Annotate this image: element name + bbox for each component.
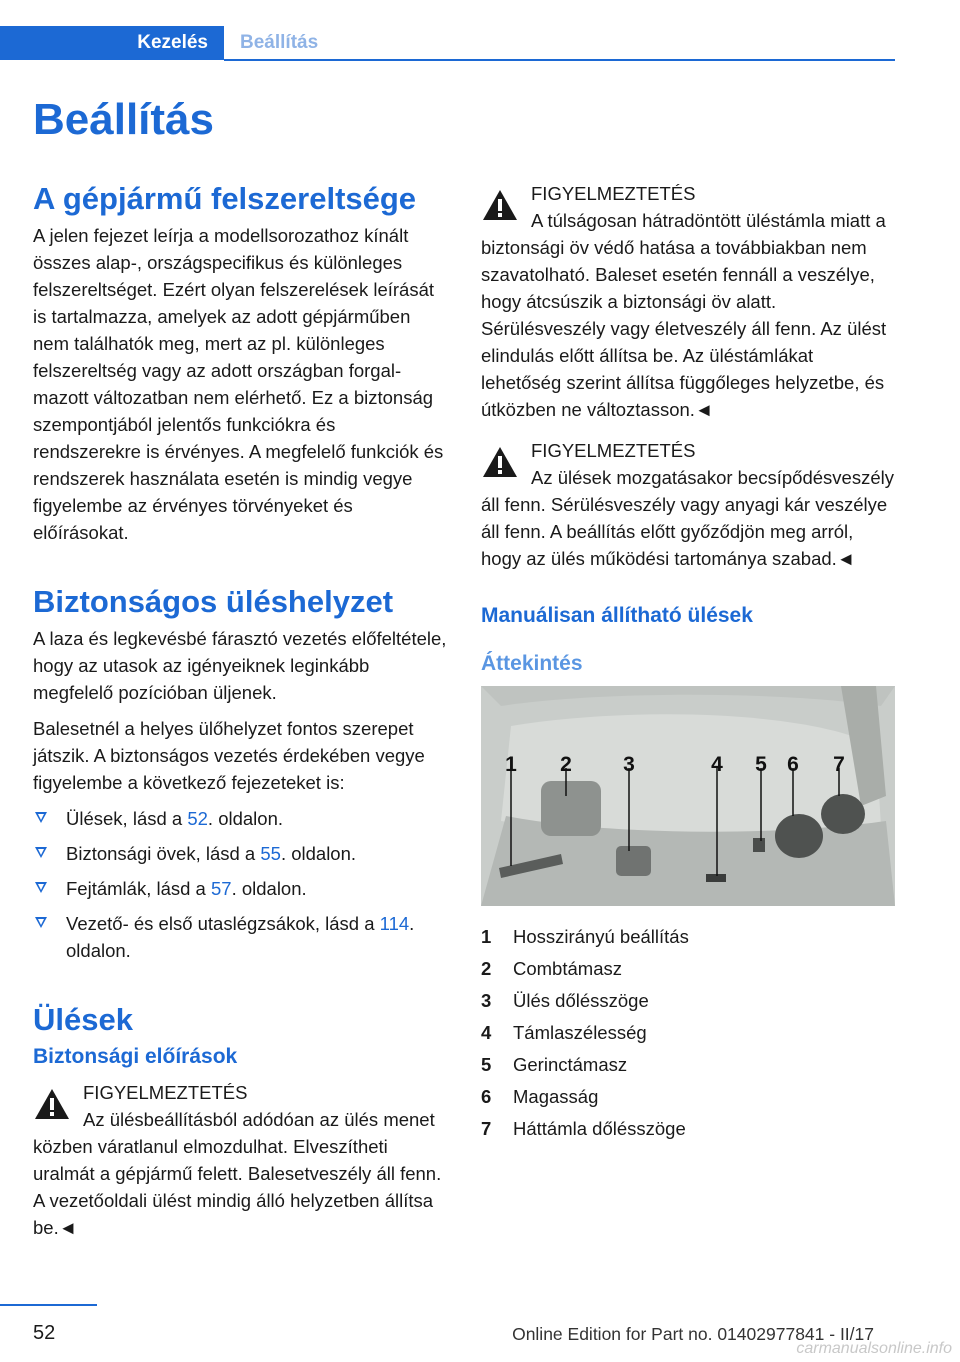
subheading-overview: Áttekintés: [481, 652, 583, 675]
warning-title: FIGYELMEZTETÉS: [531, 440, 696, 461]
list-item: Biztonsági övek, lásd a 55. oldalon.: [33, 840, 448, 867]
warning-triangle-icon: [33, 1087, 71, 1121]
warning-text: A túlságosan hátradöntött üléstámla miatt a biztonsági öv védő hatása a továbbiakban nem szavatolható. Baleset esetén fennáll a veszélye, hogy átcsúszik a biztonsági öv alatt. Sérülésveszély vagy életveszély áll fenn. Az ülést elindulás előtt állítsa be. Az üléstámlákat lehetőség szerint állítsa függőleges helyzetbe, és útközben ne változtasson.◄: [481, 210, 887, 420]
tab-kezeles[interactable]: Kezelés: [0, 26, 224, 60]
triangle-bullet-icon: [35, 812, 47, 823]
list-item: 5 Gerinctámasz: [481, 1053, 628, 1075]
list-item: 6 Magasság: [481, 1085, 599, 1107]
seat-controls-figure: [481, 686, 895, 906]
page-link[interactable]: 114: [379, 913, 410, 934]
list-item: 7 Háttámla dőlésszöge: [481, 1117, 686, 1139]
triangle-bullet-icon: [35, 917, 47, 928]
figure-label-4: 4: [711, 753, 723, 776]
section-heading-safe-seating: Biztonságos üléshelyzet: [33, 584, 394, 619]
warning-text: Az ülésbeállításból adódóan az ülés menet közben váratlanul elmozdulhat. Elveszítheti uralmát a gépjármű felett. Balesetveszély áll fenn. A vezetőoldali ülést mindig álló helyzetben állítsa be.◄: [33, 1109, 442, 1238]
warning-block: [481, 180, 896, 423]
page-title: Beállítás: [33, 95, 214, 144]
list-item: 3 Ülés dőlésszöge: [481, 989, 649, 1011]
edition-text: Online Edition for Part no. 01402977841 - II/17: [512, 1324, 874, 1344]
warning-triangle-icon: [481, 188, 519, 222]
list-item: Vezető- és első utaslégzsákok, lásd a 114. oldalon.: [33, 910, 448, 964]
page-link[interactable]: 57: [210, 878, 232, 899]
triangle-bullet-icon: [35, 882, 47, 893]
left-column: [33, 180, 448, 1255]
right-column: [481, 180, 896, 1144]
chapter-tabs: [0, 26, 895, 62]
page-number: 52: [33, 1322, 56, 1344]
figure-legend: [481, 920, 896, 1144]
watermark: carmanualsonline.info: [796, 1340, 952, 1357]
warning-title: FIGYELMEZTETÉS: [83, 1082, 248, 1103]
list-item: 4 Támlaszélesség: [481, 1021, 647, 1043]
warning-block: [481, 437, 896, 572]
figure-label-1: 1: [505, 753, 517, 776]
warning-text: Az ülések mozgatásakor becsípődésveszély áll fenn. Sérülésveszély vagy anyagi kár veszélye áll fenn. A beállítás előtt győződjön meg arról, hogy az ülés működési tartománya szabad.◄: [481, 467, 894, 569]
page-link[interactable]: 52: [187, 808, 208, 829]
warning-title: FIGYELMEZTETÉS: [531, 183, 696, 204]
subheading-manual-seats: Manuálisan állítható ülések: [481, 604, 753, 627]
figure-label-7: 7: [833, 753, 845, 776]
reference-list: [33, 805, 448, 964]
figure-label-5: 5: [755, 753, 767, 776]
figure-label-2: 2: [560, 753, 572, 776]
list-item: Ülések, lásd a 52. oldalon.: [33, 805, 448, 832]
safe-seating-paragraph-2: Balesetnél a helyes ülőhelyzet fontos szerepet játszik. A biztonságos vezetés érdekében vegye figyelembe a következő fejezeteket is:: [33, 718, 425, 793]
section-heading-seats: Ülések: [33, 1002, 133, 1037]
footer-rule: [0, 1304, 97, 1306]
section-heading-equipment: A gépjármű felszereltsége: [33, 181, 417, 216]
page-link[interactable]: 55: [260, 843, 281, 864]
list-item: 1 Hosszirányú beállítás: [481, 925, 689, 947]
list-item: 2 Combtámasz: [481, 957, 622, 979]
tab-underline: [224, 59, 895, 61]
figure-label-6: 6: [787, 753, 799, 776]
warning-triangle-icon: [481, 445, 519, 479]
equipment-paragraph: A jelen fejezet leírja a modellsorozathoz kínált összes alap-, országspecifikus és különleges felszereltséget. Ezért olyan felszerelések leírását is tartalmazza, amelyek az adott gépjárműben nem találhatók meg, mert az pl. különleges felszereltség vagy az adott országban forgalmazott változatban nem elérhető. Ez a biztonság szempontjából jelentős funkciókra és rendszerekre is érvényes. A megfelelő funkciók és rendszerek használata esetén is mindig vegye figyelembe az érvényes törvényeket és előírásokat.: [33, 225, 444, 543]
subheading-safety-rules: Biztonsági előírások: [33, 1045, 238, 1068]
warning-block: [33, 1079, 448, 1241]
safe-seating-paragraph-1: A laza és legkevésbé fárasztó vezetés előfeltétele, hogy az utasok az igényeiknek leginkább megfelelő pozícióban üljenek.: [33, 628, 447, 703]
tab-beallitas[interactable]: Beállítás: [240, 32, 319, 53]
list-item: Fejtámlák, lásd a 57. oldalon.: [33, 875, 448, 902]
triangle-bullet-icon: [35, 847, 47, 858]
figure-label-3: 3: [623, 753, 635, 776]
